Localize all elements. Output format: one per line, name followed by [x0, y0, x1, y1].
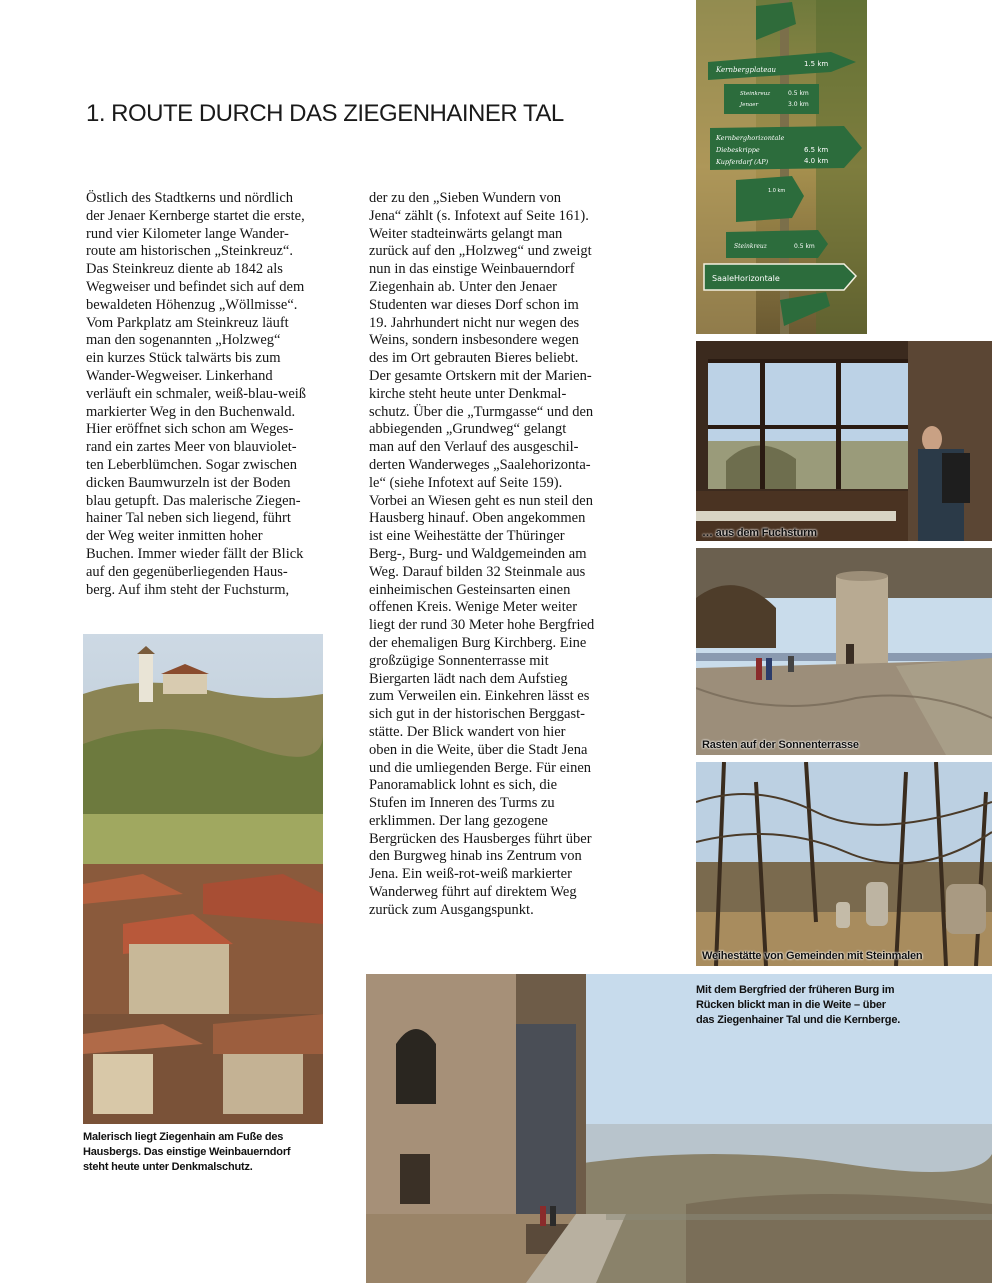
- caption-village: Malerisch liegt Ziegenhain am Fuße des Hausbergs. Das einstige Weinbauerndorf steht heute unter Denkmalschutz.: [83, 1131, 291, 1173]
- sign3-line1: Kernberghorizontale: [716, 134, 785, 142]
- photo-stones: [696, 762, 992, 966]
- photo-signpost: [696, 0, 867, 334]
- sign3-distance-a: 6.5 km: [804, 146, 829, 154]
- sign3-distance-b: 4.0 km: [804, 157, 829, 165]
- photo-tower-view: [696, 341, 992, 541]
- sign6-label: SaaleHorizontale: [712, 274, 780, 283]
- sign4-distance: 1.0 km: [768, 188, 786, 194]
- sign2-label-b: Jenaer: [740, 102, 759, 108]
- photo-terrace: [696, 548, 992, 755]
- sign5-distance: 0.5 km: [794, 243, 815, 250]
- text-column-right: der zu den „Sieben Wundern von Jena“ zählt (s. Infotext auf Seite 161). Weiter stadteinwärts gelangt man zurück auf den „Holzweg“ und zweigt nun in das einstige Weinbauerndorf Ziegenhain ab. Unter den Jenaer Studenten war dieses Dorf schon im 19. Jahrhundert nicht nur wegen des Weins, sondern insbesondere wegen des im Ort gebrauten Bieres beliebt. Der gesamte Ortskern mit der Marien- kirche steht heute unter Denkmal- schutz. Über die „Turmgasse“ und den abbiegenden „Grundweg“ gelangt man auf den Verlauf des ausgeschil- derten Wanderweges „Saalehorizonta- le“ (siehe Infotext auf Seite 159). Vorbei an Wiesen geht es nun steil den Hausberg hinauf. Oben angekommen ist eine Weihestätte der Thüringer Berg-, Burg- und Waldgemeinden am Weg. Darauf bilden 32 Steinmale aus einheimischen Gesteinsarten einen offenen Kreis. Wenige Meter weiter liegt der rund 30 Meter hohe Bergfried der ehemaligen Burg Kirchberg. Eine großzügige Sonnenterrasse mit Biergarten lädt nach dem Aufstieg zum Verweilen ein. Einkehren lässt es sich gut in der historischen Berggast- stätte. Der Blick wandert von hier oben in die Weite, über die Stadt Jena und die umliegenden Berge. Für einen Panoramablick lohnt es sich, die Stufen im Inneren des Turms zu erklimmen. Der lang gezogene Bergrücken des Hausberges führt über den Burgweg hinab ins Zentrum von Jena. Ein weiß-rot-weiß markierter Wanderweg führt auf direktem Weg zurück zum Ausgangspunkt.: [369, 190, 595, 918]
- sign1-label: Kernbergplateau: [716, 66, 777, 74]
- sign2-distance-a: 0.5 km: [788, 90, 809, 97]
- sign2-label-a: Steinkreuz: [740, 91, 771, 97]
- sign3-line2: Diebeskrippe: [716, 146, 760, 154]
- sign1-distance: 1.5 km: [804, 60, 829, 68]
- caption-tower-view: … aus dem Fuchsturm: [702, 527, 817, 539]
- sign2-distance-b: 3.0 km: [788, 101, 809, 108]
- page-title: 1. ROUTE DURCH DAS ZIEGENHAINER TAL: [86, 100, 564, 127]
- caption-terrace: Rasten auf der Sonnenterrasse: [702, 739, 859, 751]
- sign5-label: Steinkreuz: [734, 243, 767, 250]
- sign3-line3: Kupferdarf (AP): [716, 158, 769, 166]
- caption-stones: Weihestätte von Gemeinden mit Steinmalen: [702, 950, 923, 962]
- photo-village: [83, 634, 323, 1124]
- caption-bergfried: Mit dem Bergfried der früheren Burg im Rücken blickt man in die Weite – über das Ziegenhainer Tal und die Kernberge.: [696, 984, 901, 1026]
- text-column-left: Östlich des Stadtkerns und nördlich der Jenaer Kernberge startet die erste, rund vier Kilometer lange Wander- route am historischen „Steinkreuz“. Das Steinkreuz diente ab 1842 als Wegweiser und befindet sich auf dem bewaldeten Höhenzug „Wöllmisse“. Vom Parkplatz am Steinkreuz läuft man den sogenannten „Holzweg“ ein kurzes Stück talwärts bis zum Wander-Wegweiser. Linkerhand verläuft ein schmaler, weiß-blau-weiß markierter Weg in den Buchenwald. Hier eröffnet sich schon am Weges- rand ein zartes Meer von blauviolet- ten Leberblümchen. Sogar zwischen dicken Baumwurzeln ist der Boden blau getupft. Das malerische Ziegen- hainer Tal neben sich liegend, führt der Weg weiter inmitten hoher Buchen. Immer wieder fällt der Blick auf den gegenüberliegenden Haus- berg. Auf ihm steht der Fuchsturm,: [86, 190, 307, 598]
